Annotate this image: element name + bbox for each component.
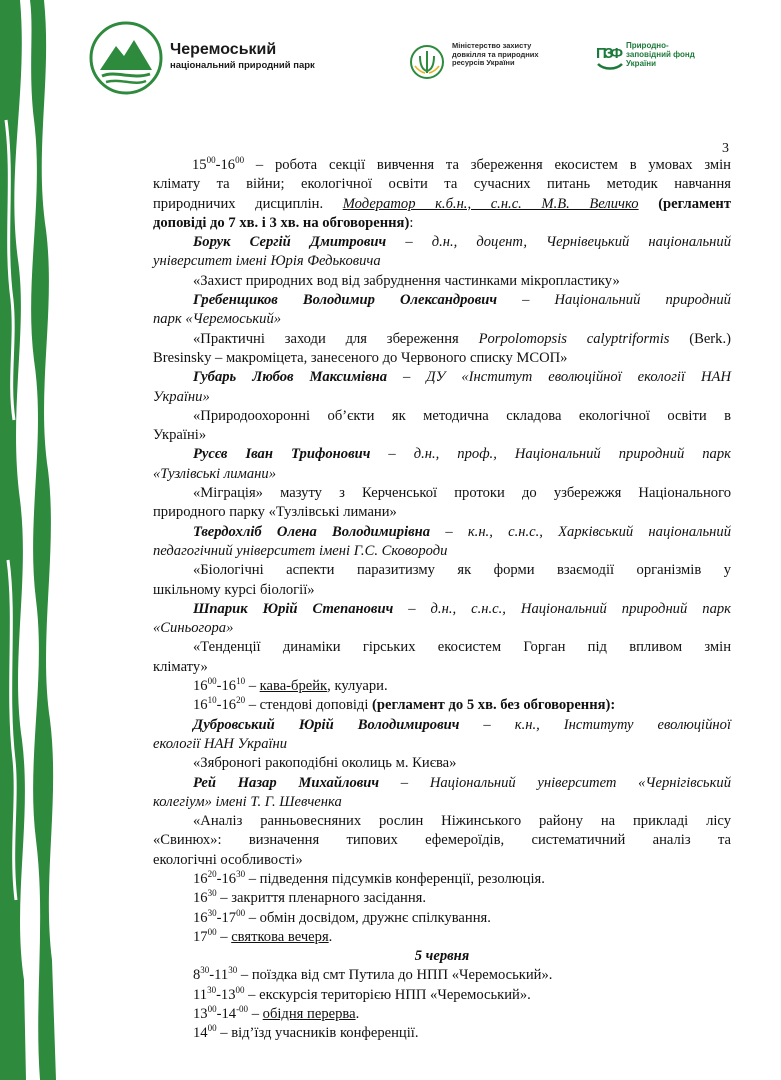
talk-7-title: «Зяброногі ракоподібні околиць м. Києва» (193, 755, 457, 772)
poster-session: $16^{10}-16^{20}$ – стендові доповіді (регламент до 5 хв. без обговорення): (193, 695, 616, 714)
day2-departure: $14^{00}$ – від’їзд учасників конференції. (193, 1023, 419, 1042)
ministry-emblem-icon (409, 44, 445, 80)
talk-4-title: «Міграція» мазуту з Керченської протоки до узбережжя Національного (193, 485, 731, 502)
decorative-wave-border (0, 0, 62, 1080)
speaker-6-affiliation: «Синьогора» (153, 620, 234, 637)
coffee-break: $16^{00}-16^{10}$ – кава-брейк, кулуари. (193, 676, 388, 695)
day-heading: 5 червня (414, 948, 470, 965)
speaker-7-affiliation: екології НАН України (153, 735, 288, 752)
ministry-name: Міністерство захисту довкілля та природних ресурсів України (452, 41, 539, 68)
event-networking: $16^{30}-17^{00}$ – обмін досвідом, дружнє спілкування. (193, 907, 491, 926)
speaker-5: Твердохліб Олена Володимирівна – к.н., с.н.с., Харківський національний (193, 523, 731, 540)
moderator: Модератор к.б.н., с.н.с. М.В. Величко (342, 195, 639, 212)
session-line-2: клімату та війни; екологічної освіти та сучасних питань методик навчання (153, 176, 731, 193)
talk-3-title-cont: Україні» (153, 427, 207, 444)
park-subtitle: національний природний парк (170, 60, 315, 71)
event-closing: $16^{30}$ – закриття пленарного засідання. (193, 888, 427, 907)
day2-excursion: $11^{30}-13^{00}$ – екскурсія територією НПП «Черемоський». (193, 984, 531, 1003)
session-line-4: доповіді до 7 хв. і 3 хв. на обговорення): (153, 214, 414, 231)
speaker-2: Гребенщиков Володимир Олександрович – Національний природний (193, 292, 731, 309)
svg-text:ПЗФ: ПЗФ (596, 45, 623, 62)
talk-6-title-cont: клімату» (153, 658, 208, 675)
speaker-4-affiliation: «Тузлівські лимани» (153, 465, 276, 482)
session-line-1: $15^{00}-16^{00}$ – робота секції вивчення та збереження екосистем в умовах змін (192, 155, 731, 173)
day2-lunch: $13^{00}-14^{-00}$ – обідня перерва. (193, 1004, 360, 1023)
talk-2-title-cont: Bresinsky – макроміцета, занесеного до Червоного списку МСОП» (153, 349, 568, 366)
speaker-8-affiliation: колегіум» імені Т. Г. Шевченка (153, 793, 342, 810)
talk-8-title-cont: «Свинюх»: визначення типових ефемероїдів, систематичний аналіз та (153, 832, 731, 849)
page-number: 3 (722, 141, 729, 156)
speaker-4: Русєв Іван Трифонович – д.н., проф., Національний природний парк (193, 446, 731, 463)
program-body (153, 156, 731, 1044)
speaker-7: Дубровський Юрій Володимирович – к.н., Інституту еволюційної (193, 716, 732, 733)
talk-1-title: «Захист природних вод від забруднення частинками мікропластику» (193, 272, 620, 289)
session-line-3: природничих дисциплін. Модератор к.б.н., с.н.с. М.В. Величко (регламент (153, 195, 732, 212)
talk-4-title-cont: природного парку «Тузлівські лимани» (153, 504, 397, 521)
pzf-name: Природно-заповідний фонд України (626, 41, 695, 68)
event-dinner: $17^{00}$ – святкова вечеря. (193, 926, 333, 945)
speaker-1: Борук Сергій Дмитрович – д.н., доцент, Чернівецький національний (193, 234, 731, 251)
talk-2-title: «Практичні заходи для збереження Porpolomopsis calyptriformis (Berk.) (193, 330, 731, 347)
talk-8-title-end: екологічні особливості» (153, 851, 303, 868)
park-logo-icon (88, 20, 164, 96)
pzf-logo-icon (596, 40, 624, 74)
speaker-5-affiliation: педагогічний університет імені Г.С. Сковороди (153, 542, 448, 559)
talk-3-title: «Природоохоронні об’єкти як методична складова екологічної освіти в (193, 407, 731, 424)
speaker-8: Рей Назар Михайлович – Національний університет «Чернігівський (193, 774, 731, 791)
speaker-3: Губарь Любов Максимівна – ДУ «Інститут еволюційної екології НАН (193, 369, 731, 386)
speaker-2-affiliation: парк «Черемоський» (153, 311, 282, 328)
speaker-6: Шпарик Юрій Степанович – д.н., с.н.с., Національний природний парк (193, 600, 731, 617)
speaker-3-affiliation: України» (153, 388, 210, 405)
speaker-1-affiliation: університет імені Юрія Федьковича (153, 253, 381, 270)
talk-5-title-cont: шкільному курсі біології» (153, 581, 315, 598)
talk-8-title: «Аналіз ранньовесняних рослин Ніжинського району на прикладі лісу (193, 813, 731, 830)
day2-trip: $8^{30}-11^{30}$ – поїздка від смт Путила до НПП «Черемоський». (193, 965, 553, 984)
event-summary: $16^{20}-16^{30}$ – підведення підсумків конференції, резолюція. (193, 868, 545, 887)
talk-5-title: «Біологічні аспекти паразитизму як форми взаємодії організмів у (193, 562, 731, 579)
talk-6-title: «Тенденції динаміки гірських екосистем Горган під впливом змін (193, 639, 731, 656)
park-name: Черемоський (170, 41, 277, 58)
